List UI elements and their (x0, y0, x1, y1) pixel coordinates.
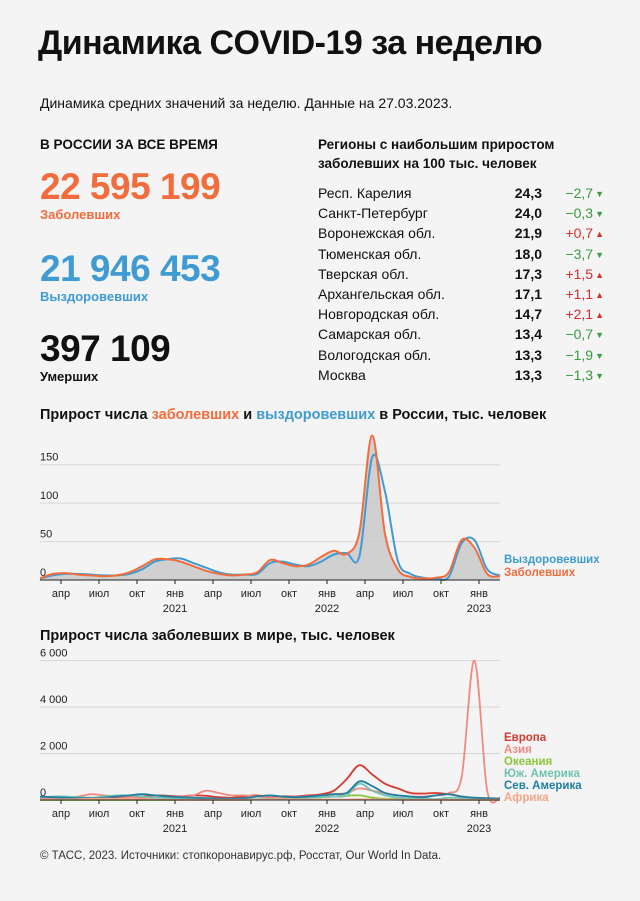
russia-chart (0, 430, 640, 620)
chart1-title (40, 407, 546, 423)
region-delta: −1,3 ▼ (565, 366, 604, 383)
region-value: 24,0 (514, 205, 542, 222)
x-year-label: 2023 (466, 603, 492, 615)
legend-label: Юж. Америка (504, 768, 580, 780)
x-tick-label: июл (240, 808, 262, 820)
triangle-down-icon: ▼ (595, 249, 604, 260)
legend-label: Океания (504, 756, 553, 768)
x-tick-label: апр (355, 808, 375, 820)
x-tick-label: окт (128, 588, 146, 600)
region-value: 14,7 (514, 306, 542, 323)
region-name: Тюменская обл. (318, 245, 422, 262)
region-row (318, 244, 604, 264)
region-name: Новгородская обл. (318, 306, 440, 323)
x-year-label: 2021 (162, 603, 188, 615)
region-delta: −1,9 ▼ (565, 346, 604, 363)
y-tick-label: 150 (40, 451, 59, 464)
region-value: 17,3 (514, 265, 542, 282)
x-tick-label: янв (470, 588, 488, 600)
x-tick-label: окт (280, 588, 298, 600)
russia-heading: В РОССИИ ЗА ВСЕ ВРЕМЯ (40, 137, 218, 152)
region-delta: −3,7 ▼ (565, 245, 604, 262)
x-tick-label: окт (432, 808, 450, 820)
region-value: 18,0 (514, 245, 542, 262)
chart1-title-part1: Прирост числа (40, 407, 152, 423)
x-tick-label: июл (240, 588, 262, 600)
x-tick-label: окт (432, 588, 450, 600)
x-tick-label: июл (392, 588, 414, 600)
y-tick-label: 4 000 (40, 694, 68, 707)
legend-label: Заболевших (504, 567, 576, 579)
recovered-total: 21 946 453 (40, 248, 221, 289)
y-tick-label: 2 000 (40, 740, 68, 753)
region-delta: +1,5 ▲ (565, 265, 604, 282)
region-name: Архангельская обл. (318, 286, 445, 303)
x-tick-label: апр (203, 808, 223, 820)
x-tick-label: окт (128, 808, 146, 820)
chart1-title-part2: в России, тыс. человек (375, 407, 547, 423)
x-tick-label: янв (166, 808, 184, 820)
page-subtitle: Динамика средних значений за неделю. Данные на 27.03.2023. (40, 95, 453, 111)
legend-label: Азия (504, 744, 532, 756)
triangle-up-icon: ▲ (595, 310, 604, 321)
region-delta: +1,1 ▲ (565, 286, 604, 303)
series-line (40, 661, 500, 803)
page-title: Динамика COVID-19 за неделю (38, 24, 543, 62)
triangle-up-icon: ▲ (595, 290, 604, 301)
region-name: Москва (318, 366, 366, 383)
region-row (318, 345, 604, 365)
chart2-title: Прирост числа заболевших в мире, тыс. человек (40, 628, 395, 644)
triangle-down-icon: ▼ (595, 370, 604, 381)
series-area (40, 435, 500, 580)
series-line (40, 435, 500, 578)
chart1-title-and: и (239, 407, 257, 423)
x-tick-label: окт (280, 808, 298, 820)
region-row (318, 183, 604, 203)
deaths-total: 397 109 (40, 328, 171, 369)
regions-heading-line2: заболевших на 100 тыс. человек (318, 156, 537, 171)
region-value: 17,1 (514, 286, 542, 303)
region-row (318, 304, 604, 324)
region-row (318, 324, 604, 344)
x-tick-label: июл (88, 588, 110, 600)
x-tick-label: апр (203, 588, 223, 600)
region-value: 21,9 (514, 225, 542, 242)
region-row (318, 264, 604, 284)
regions-heading-line1: Регионы с наибольшим приростом (318, 137, 555, 152)
region-value: 24,3 (514, 185, 542, 202)
x-tick-label: апр (51, 588, 71, 600)
triangle-down-icon: ▼ (595, 350, 604, 361)
y-tick-label: 50 (40, 528, 53, 541)
x-tick-label: янв (470, 808, 488, 820)
region-value: 13,3 (514, 346, 542, 363)
y-tick-label: 100 (40, 490, 59, 503)
legend-label: Европа (504, 732, 547, 744)
region-row (318, 223, 604, 243)
x-tick-label: янв (166, 588, 184, 600)
footer-source: © ТАСС, 2023. Источники: стопкоронавирус.рф, Росстат, Our World In Data. (40, 850, 442, 862)
x-tick-label: янв (318, 588, 336, 600)
region-value: 13,4 (514, 326, 542, 343)
region-delta: −0,3 ▼ (565, 205, 604, 222)
region-delta: −0,7 ▼ (565, 326, 604, 343)
cases-label: Заболевших (40, 207, 121, 222)
triangle-down-icon: ▼ (595, 189, 604, 200)
triangle-up-icon: ▲ (595, 229, 604, 240)
world-chart (0, 648, 640, 838)
region-row (318, 365, 604, 385)
x-year-label: 2022 (314, 603, 340, 615)
y-tick-label: 0 (40, 567, 47, 579)
triangle-down-icon: ▼ (595, 330, 604, 341)
x-tick-label: июл (88, 808, 110, 820)
x-year-label: 2023 (466, 823, 492, 835)
region-row (318, 284, 604, 304)
x-year-label: 2021 (162, 823, 188, 835)
x-tick-label: апр (51, 808, 71, 820)
x-tick-label: янв (318, 808, 336, 820)
region-name: Воронежская обл. (318, 225, 436, 242)
region-row (318, 203, 604, 223)
legend-label: Африка (504, 792, 549, 804)
triangle-down-icon: ▼ (595, 209, 604, 220)
region-delta: −2,7 ▼ (565, 185, 604, 202)
region-name: Тверская обл. (318, 265, 409, 282)
chart1-title-recovered: выздоровевших (256, 407, 376, 423)
region-delta: +0,7 ▲ (565, 225, 604, 242)
triangle-up-icon: ▲ (595, 269, 604, 280)
legend-label: Выздоровевших (504, 554, 600, 566)
deaths-label: Умерших (40, 369, 99, 384)
x-year-label: 2022 (314, 823, 340, 835)
region-name: Вологодская обл. (318, 346, 432, 363)
regions-table (318, 183, 604, 385)
region-name: Респ. Карелия (318, 185, 412, 202)
cases-total: 22 595 199 (40, 166, 221, 207)
region-value: 13,3 (514, 366, 542, 383)
y-tick-label: 0 (40, 787, 47, 799)
series-line (40, 765, 500, 799)
x-tick-label: апр (355, 588, 375, 600)
legend-label: Сев. Америка (504, 780, 582, 792)
y-tick-label: 6 000 (40, 648, 68, 660)
chart1-title-cases: заболевших (151, 407, 240, 423)
region-delta: +2,1 ▲ (565, 306, 604, 323)
x-tick-label: июл (392, 808, 414, 820)
region-name: Самарская обл. (318, 326, 422, 343)
region-name: Санкт-Петербург (318, 205, 428, 222)
recovered-label: Выздоровевших (40, 289, 149, 304)
